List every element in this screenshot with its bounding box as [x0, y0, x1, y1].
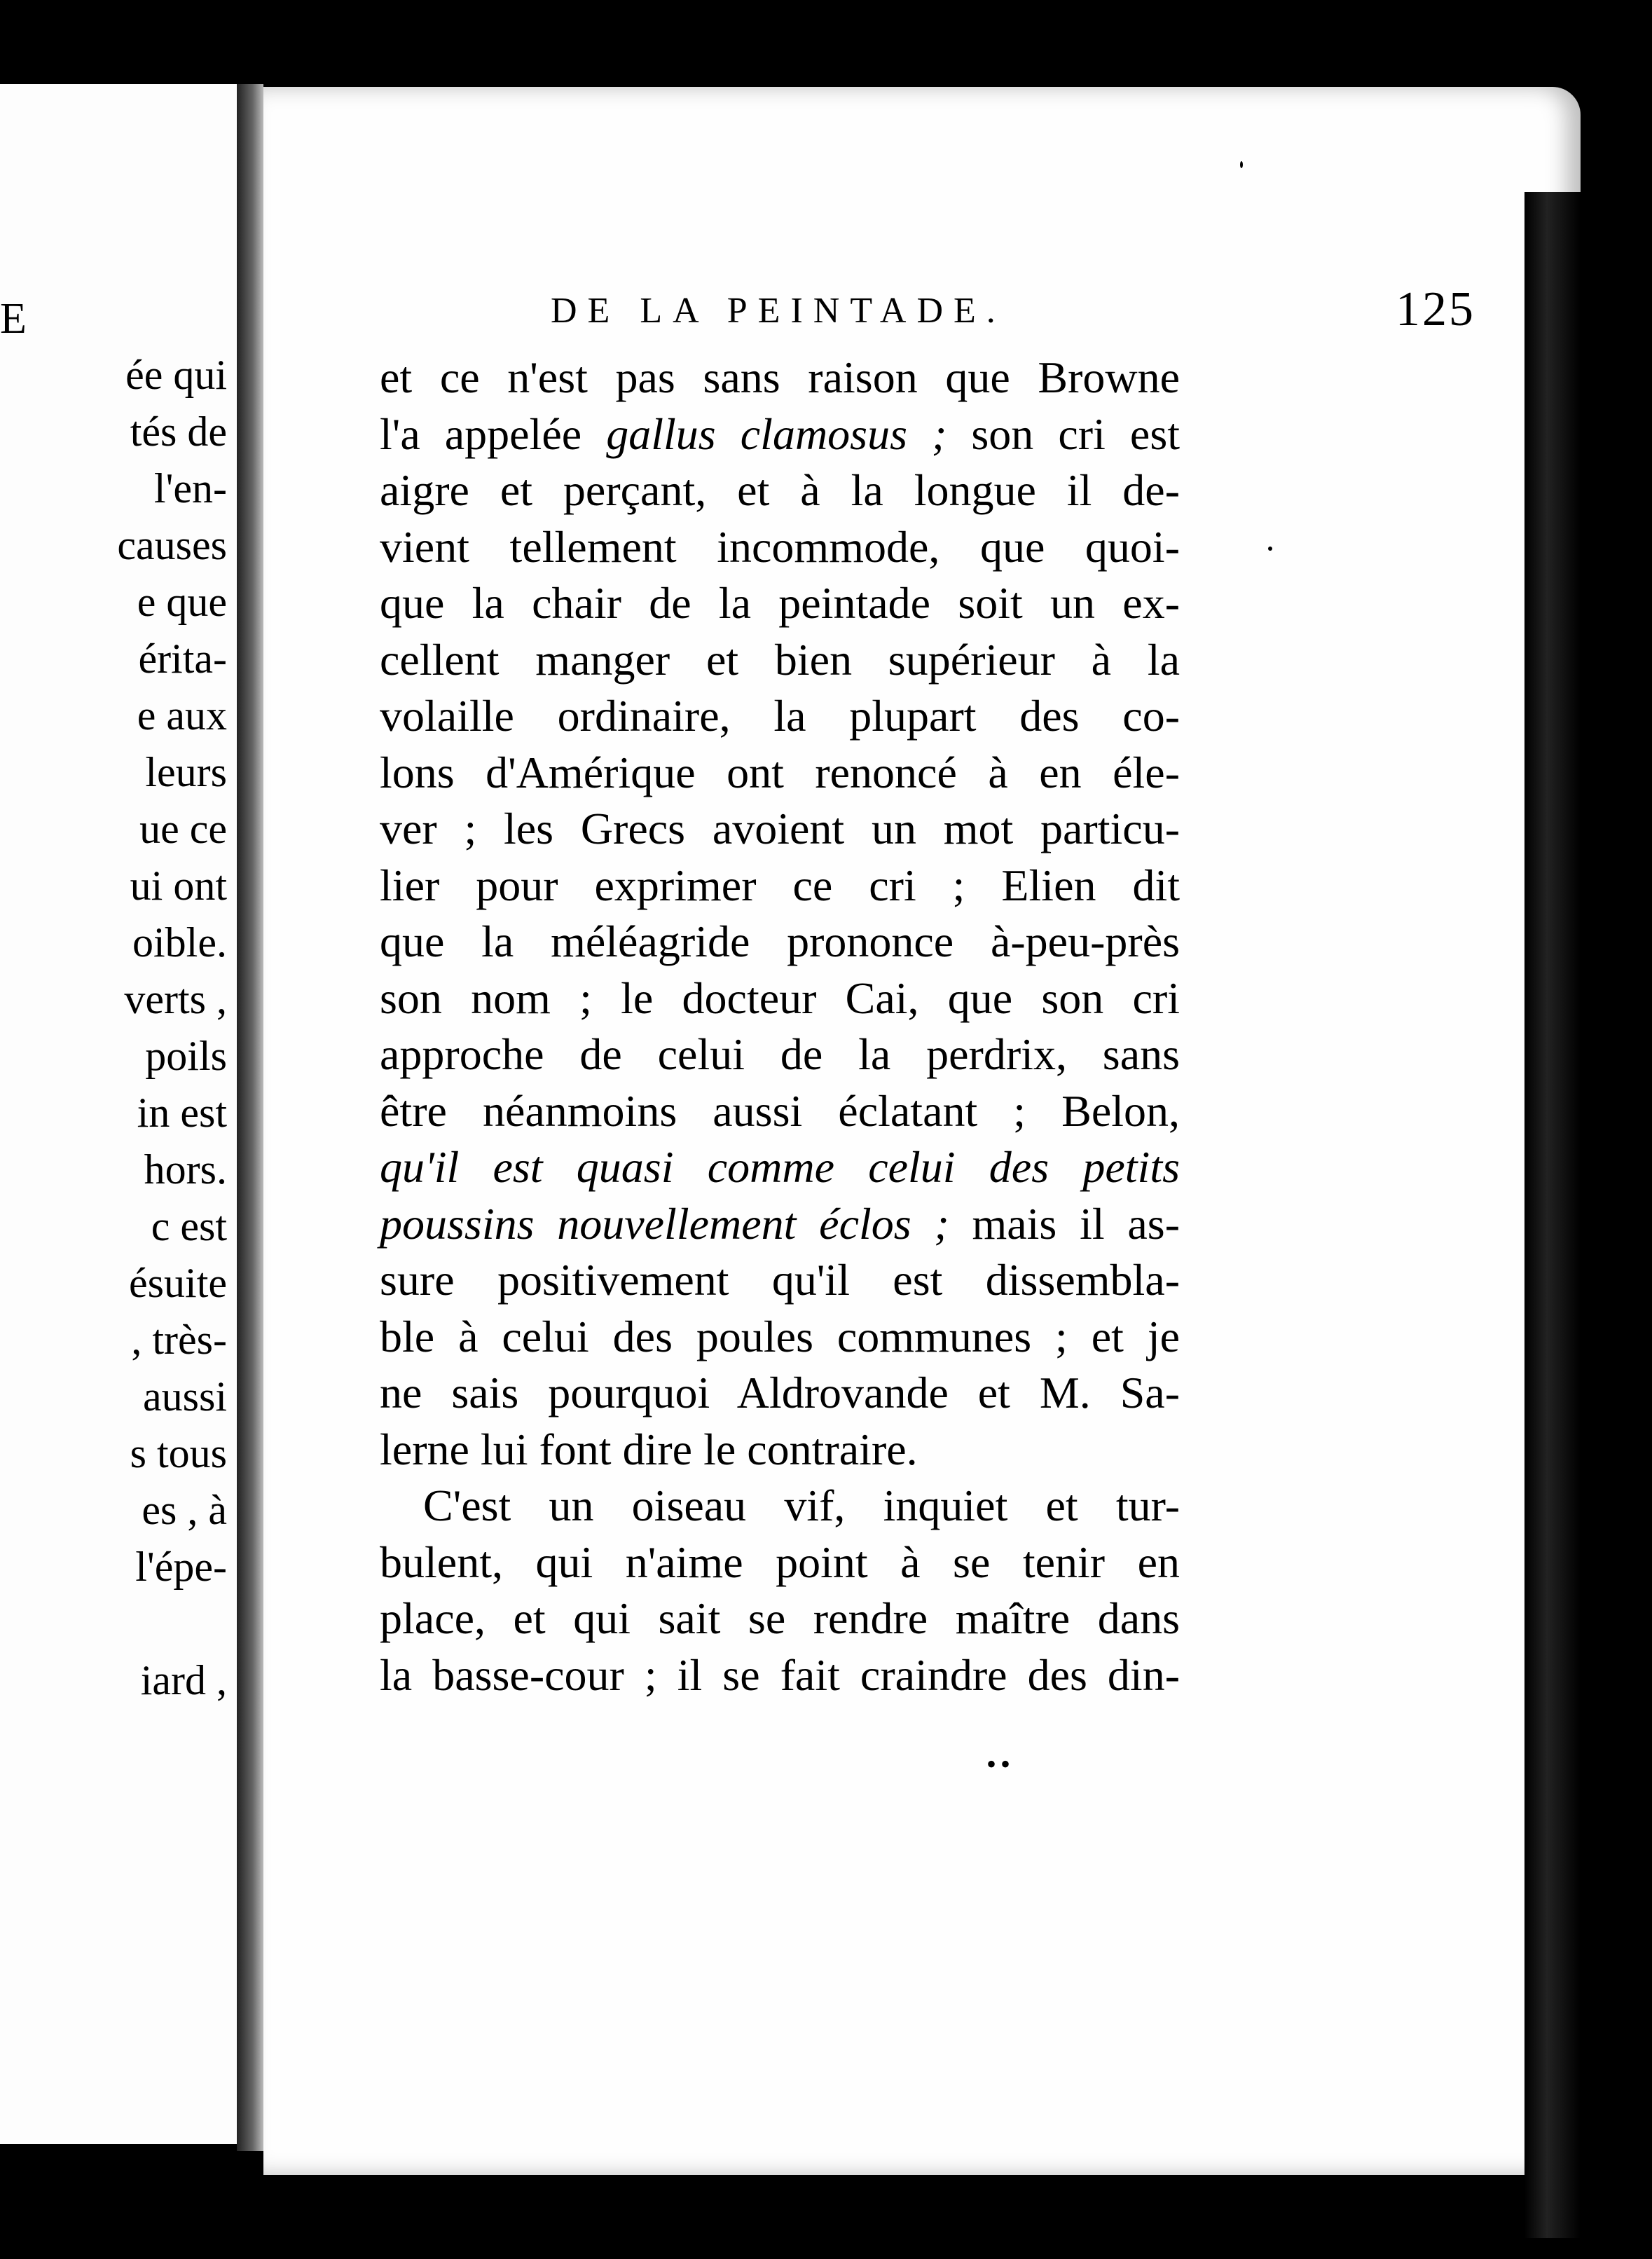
text-line [380, 1139, 1180, 1196]
left-line-fragment: e que [137, 579, 227, 625]
text-run: l'a appelée [380, 408, 607, 459]
left-line-fragment: aussi [143, 1373, 227, 1420]
left-line-fragment: érita- [138, 636, 227, 682]
paper-speck [1240, 161, 1243, 168]
left-line-fragment: leurs [145, 749, 227, 795]
text-line: aigre et perçant, et à la longue il de- [380, 465, 1180, 515]
text-line: lons d'Amérique ont renoncé à en éle- [380, 747, 1180, 797]
left-line-fragment: oible. [132, 919, 227, 966]
text-line: et ce n'est pas sans raison que Browne [380, 352, 1180, 402]
left-line-fragment: causes [117, 522, 227, 568]
text-line: C'est un oiseau vif, inquiet et tur- [423, 1481, 1180, 1530]
left-line-fragment: verts , [124, 976, 227, 1022]
italic-text-run: poussins nouvellement éclos ; [380, 1198, 949, 1249]
right-page [263, 87, 1581, 2175]
text-line [380, 406, 1180, 463]
left-line-fragment: hors. [144, 1146, 227, 1193]
left-line-fragment: es , à [142, 1487, 227, 1533]
text-line: bulent, qui n'aime point à se tenir en [380, 1537, 1180, 1587]
text-line: ne sais pourquoi Aldrovande et M. Sa- [380, 1368, 1180, 1417]
left-line-fragment: l'épe- [135, 1544, 227, 1590]
left-line-fragment: ée qui [125, 352, 227, 398]
text-line: sure positivement qu'il est dissembla- [380, 1255, 1180, 1305]
left-page-text [0, 347, 227, 1709]
text-line: place, et qui sait se rendre maître dans [380, 1593, 1180, 1643]
text-line: vient tellement incommode, que quoi- [380, 521, 1180, 572]
text-line: être néanmoins aussi éclatant ; Belon, [380, 1085, 1180, 1136]
left-line-fragment: s tous [130, 1430, 227, 1476]
italic-text-run: gallus clamosus ; [606, 408, 947, 459]
paper-speck [1268, 547, 1272, 551]
left-line-fragment: poils [145, 1033, 227, 1079]
text-line: ble à celui des poules communes ; et je [380, 1311, 1180, 1361]
left-line-fragment [0, 1595, 227, 1652]
left-line-fragment: , très- [131, 1317, 227, 1363]
text-line: son nom ; le docteur Cai, que son cri [380, 973, 1180, 1023]
left-line-fragment: l'en- [153, 465, 227, 511]
book-gutter [237, 84, 263, 2151]
text-line: lier pour exprimer ce cri ; Elien dit [380, 860, 1180, 910]
left-line-fragment: ésuite [129, 1260, 227, 1306]
text-line [380, 1196, 1180, 1253]
left-line-fragment: tés de [130, 408, 227, 455]
left-line-fragment: iard , [140, 1657, 227, 1703]
text-run: son cri est [947, 408, 1181, 459]
left-line-fragment: e aux [137, 692, 227, 739]
left-page-fragment [0, 84, 247, 2144]
page-number: 125 [1396, 282, 1475, 336]
text-line: que la chair de la peintade soit un ex- [380, 578, 1180, 628]
body-text [380, 350, 1180, 1703]
left-line-fragment: in est [137, 1090, 227, 1136]
signature-mark: •• [986, 1748, 1015, 1780]
left-line-fragment: c est [151, 1203, 227, 1249]
text-line: volaille ordinaire, la plupart des co- [380, 691, 1180, 741]
text-line: approche de celui de la perdrix, sans [380, 1029, 1180, 1079]
left-line-fragment: ue ce [139, 806, 227, 852]
text-line: que la méléagride prononce à-peu-près [380, 916, 1180, 966]
running-head-title: DE LA PEINTADE. [551, 291, 1006, 331]
text-run: mais il as- [949, 1198, 1180, 1249]
text-line: la basse-cour ; il se fait craindre des din- [380, 1649, 1180, 1700]
page-edge-shadow [1524, 192, 1581, 2238]
text-line: cellent manger et bien supérieur à la [380, 634, 1180, 685]
left-line-fragment: ui ont [130, 863, 227, 909]
text-line: lerne lui font dire le contraire. [380, 1424, 918, 1474]
text-line: ver ; les Grecs avoient un mot particu- [380, 804, 1180, 853]
italic-text-run: qu'il est quasi comme celui des petits [380, 1142, 1180, 1192]
left-running-head-fragment: E [0, 295, 29, 343]
